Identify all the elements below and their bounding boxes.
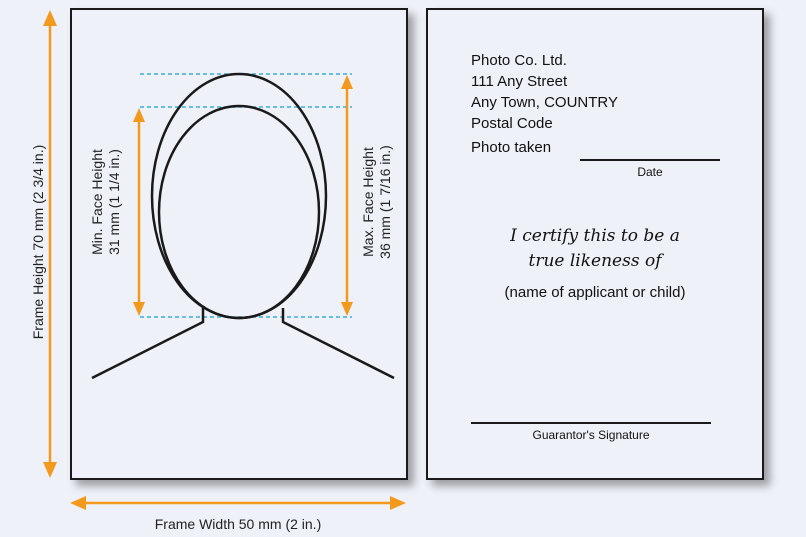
frame-width-label: Frame Width 50 mm (2 in.) (154, 516, 322, 532)
photo-back-card (426, 8, 764, 480)
max-face-label (360, 137, 394, 267)
photo-frame-card (70, 8, 408, 480)
head-outline (152, 74, 326, 318)
address-line: Any Town, COUNTRY (471, 94, 618, 111)
frame-height-label: Frame Height 70 mm (2 3/4 in.) (30, 144, 46, 340)
min-face-label (89, 137, 123, 267)
signature-label: Guarantor's Signature (532, 428, 650, 442)
max-face-arrow (341, 75, 353, 316)
address-line: Postal Code (471, 115, 553, 132)
min-face-arrow (133, 108, 145, 316)
studio-address (471, 50, 618, 134)
signature-line (471, 422, 711, 424)
date-line (580, 159, 720, 161)
address-line: Photo Co. Ltd. (471, 52, 567, 69)
min-face-label-line-1: Min. Face Height (89, 149, 105, 255)
guide-lines (140, 74, 352, 317)
date-label: Date (637, 165, 663, 179)
address-line: 111 Any Street (471, 73, 568, 90)
max-face-label-line-2: 36 mm (1 7/16 in.) (377, 145, 393, 259)
photo-taken-label: Photo taken (471, 139, 552, 156)
applicant-label: (name of applicant or child) (504, 284, 686, 301)
frame-width-arrow (70, 496, 406, 510)
certify-line-1: I certify this to be a (510, 226, 680, 246)
max-face-label-line-1: Max. Face Height (360, 147, 376, 257)
min-face-label-line-2: 31 mm (1 1/4 in.) (106, 149, 122, 255)
certify-line-2: true likeness of (528, 251, 662, 271)
